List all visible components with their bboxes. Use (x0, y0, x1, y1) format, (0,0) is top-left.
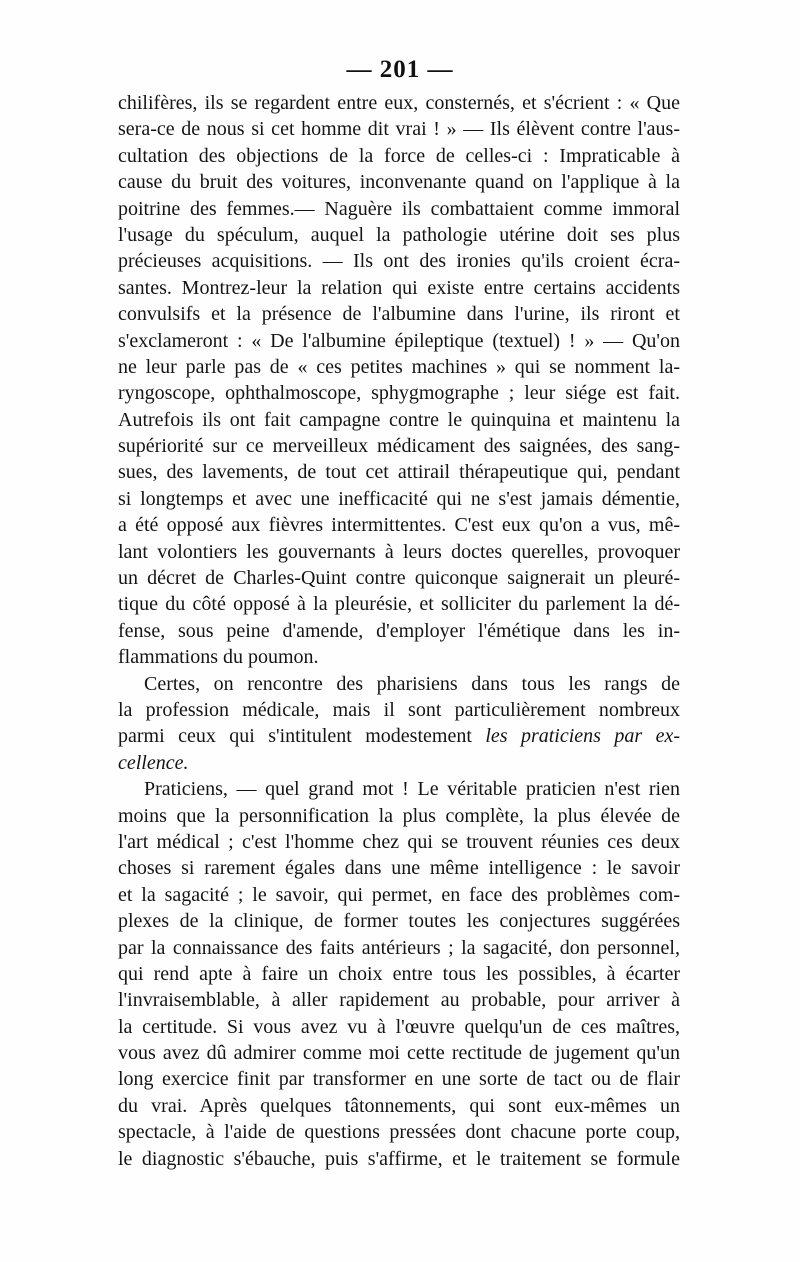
text-line: ne leur parle pas de « ces petites machines » qui se nomment la- (118, 355, 680, 378)
text-line: le diagnostic s'ébauche, puis s'affirme, et le traitement se formule (118, 1147, 680, 1170)
text-line: vous avez dû admirer comme moi cette rectitude de jugement qu'un (118, 1042, 680, 1065)
text-line: a été opposé aux fièvres intermittentes. C'est eux qu'on a vus, mê- (118, 514, 680, 537)
text-line: flammations du poumon. (118, 646, 319, 669)
text-line: choses si rarement égales dans une même intelligence : le savoir (118, 857, 680, 880)
text-line: tique du côté opposé à la pleurésie, et solliciter du parlement la dé- (118, 593, 680, 616)
text-line: plexes de la clinique, de former toutes les conjectures suggérées (118, 910, 680, 933)
text-line: convulsifs et la présence de l'albumine dans l'urine, ils riront et (118, 303, 680, 326)
text-line: et la sagacité ; le savoir, qui permet, en face des problèmes com- (118, 883, 680, 906)
text-line: cause du bruit des voitures, inconvenante quand on l'applique à la (118, 171, 680, 194)
text-line: cellence. (118, 751, 189, 774)
text-line: fense, sous peine d'amende, d'employer l'émétique dans les in- (118, 619, 680, 642)
text-segment: parmi ceux qui s'intitulent modestement (118, 725, 486, 748)
text-line: l'art médical ; c'est l'homme chez qui se trouvent réunies ces deux (118, 830, 680, 853)
text-line: chilifères, ils se regardent entre eux, consternés, et s'écrient : « Que (118, 92, 680, 114)
text-line: poitrine des femmes.— Naguère ils combattaient comme immoral (118, 197, 680, 220)
text-line: s'exclameront : « De l'albumine épileptique (textuel) ! » — Qu'on (118, 329, 680, 352)
text-line: lant volontiers les gouvernants à leurs doctes querelles, provoquer (118, 540, 680, 563)
text-line: l'usage du spéculum, auquel la pathologie utérine doit ses plus (118, 223, 680, 246)
body-text (118, 90, 680, 1172)
text-line: sues, des lavements, de tout cet attirail thérapeutique qui, pendant (118, 461, 680, 484)
text-line: spectacle, à l'aide de questions pressées dont chacune porte coup, (118, 1121, 680, 1144)
text-line: sera-ce de nous si cet homme dit vrai ! » — Ils élèvent contre l'aus- (118, 118, 680, 141)
emphasized-text: les praticiens par ex- (485, 725, 680, 748)
text-line: supériorité sur ce merveilleux médicament des saignées, des sang- (118, 435, 680, 458)
text-line: l'invraisemblable, à aller rapidement au probable, pour arriver à (118, 989, 680, 1012)
text-line: la certitude. Si vous avez vu à l'œuvre quelqu'un de ces maîtres, (118, 1015, 680, 1038)
text-line: moins que la personnification la plus complète, la plus élevée de (118, 804, 680, 827)
text-line: du vrai. Après quelques tâtonnements, qui sont eux-mêmes un (118, 1094, 680, 1117)
text-line: par la connaissance des faits antérieurs ; la sagacité, don personnel, (118, 936, 680, 959)
text-line: précieuses acquisitions. — Ils ont des ironies qu'ils croient écra- (118, 250, 680, 273)
text-line: un décret de Charles-Quint contre quiconque saignerait un pleuré- (118, 567, 680, 590)
text-line: Autrefois ils ont fait campagne contre le quinquina et maintenu la (118, 408, 680, 431)
text-line: cultation des objections de la force de celles-ci : Impraticable à (118, 144, 680, 167)
text-line: Certes, on rencontre des pharisiens dans tous les rangs de (144, 672, 680, 695)
text-line: Praticiens, — quel grand mot ! Le véritable praticien n'est rien (144, 778, 680, 801)
page-number: — 201 — (346, 56, 454, 83)
text-line: santes. Montrez-leur la relation qui existe entre certains accidents (118, 276, 680, 299)
text-line: qui rend apte à faire un choix entre tous les possibles, à écarter (118, 962, 680, 985)
text-line: ryngoscope, ophthalmoscope, sphygmographe ; leur siége est fait. (118, 382, 680, 405)
text-line: la profession médicale, mais il sont particulièrement nombreux (118, 698, 680, 721)
text-line: long exercice finit par transformer en une sorte de tact ou de flair (118, 1068, 680, 1091)
text-line (118, 723, 680, 749)
text-line: si longtemps et avec une inefficacité qui ne s'est jamais démentie, (118, 487, 680, 510)
